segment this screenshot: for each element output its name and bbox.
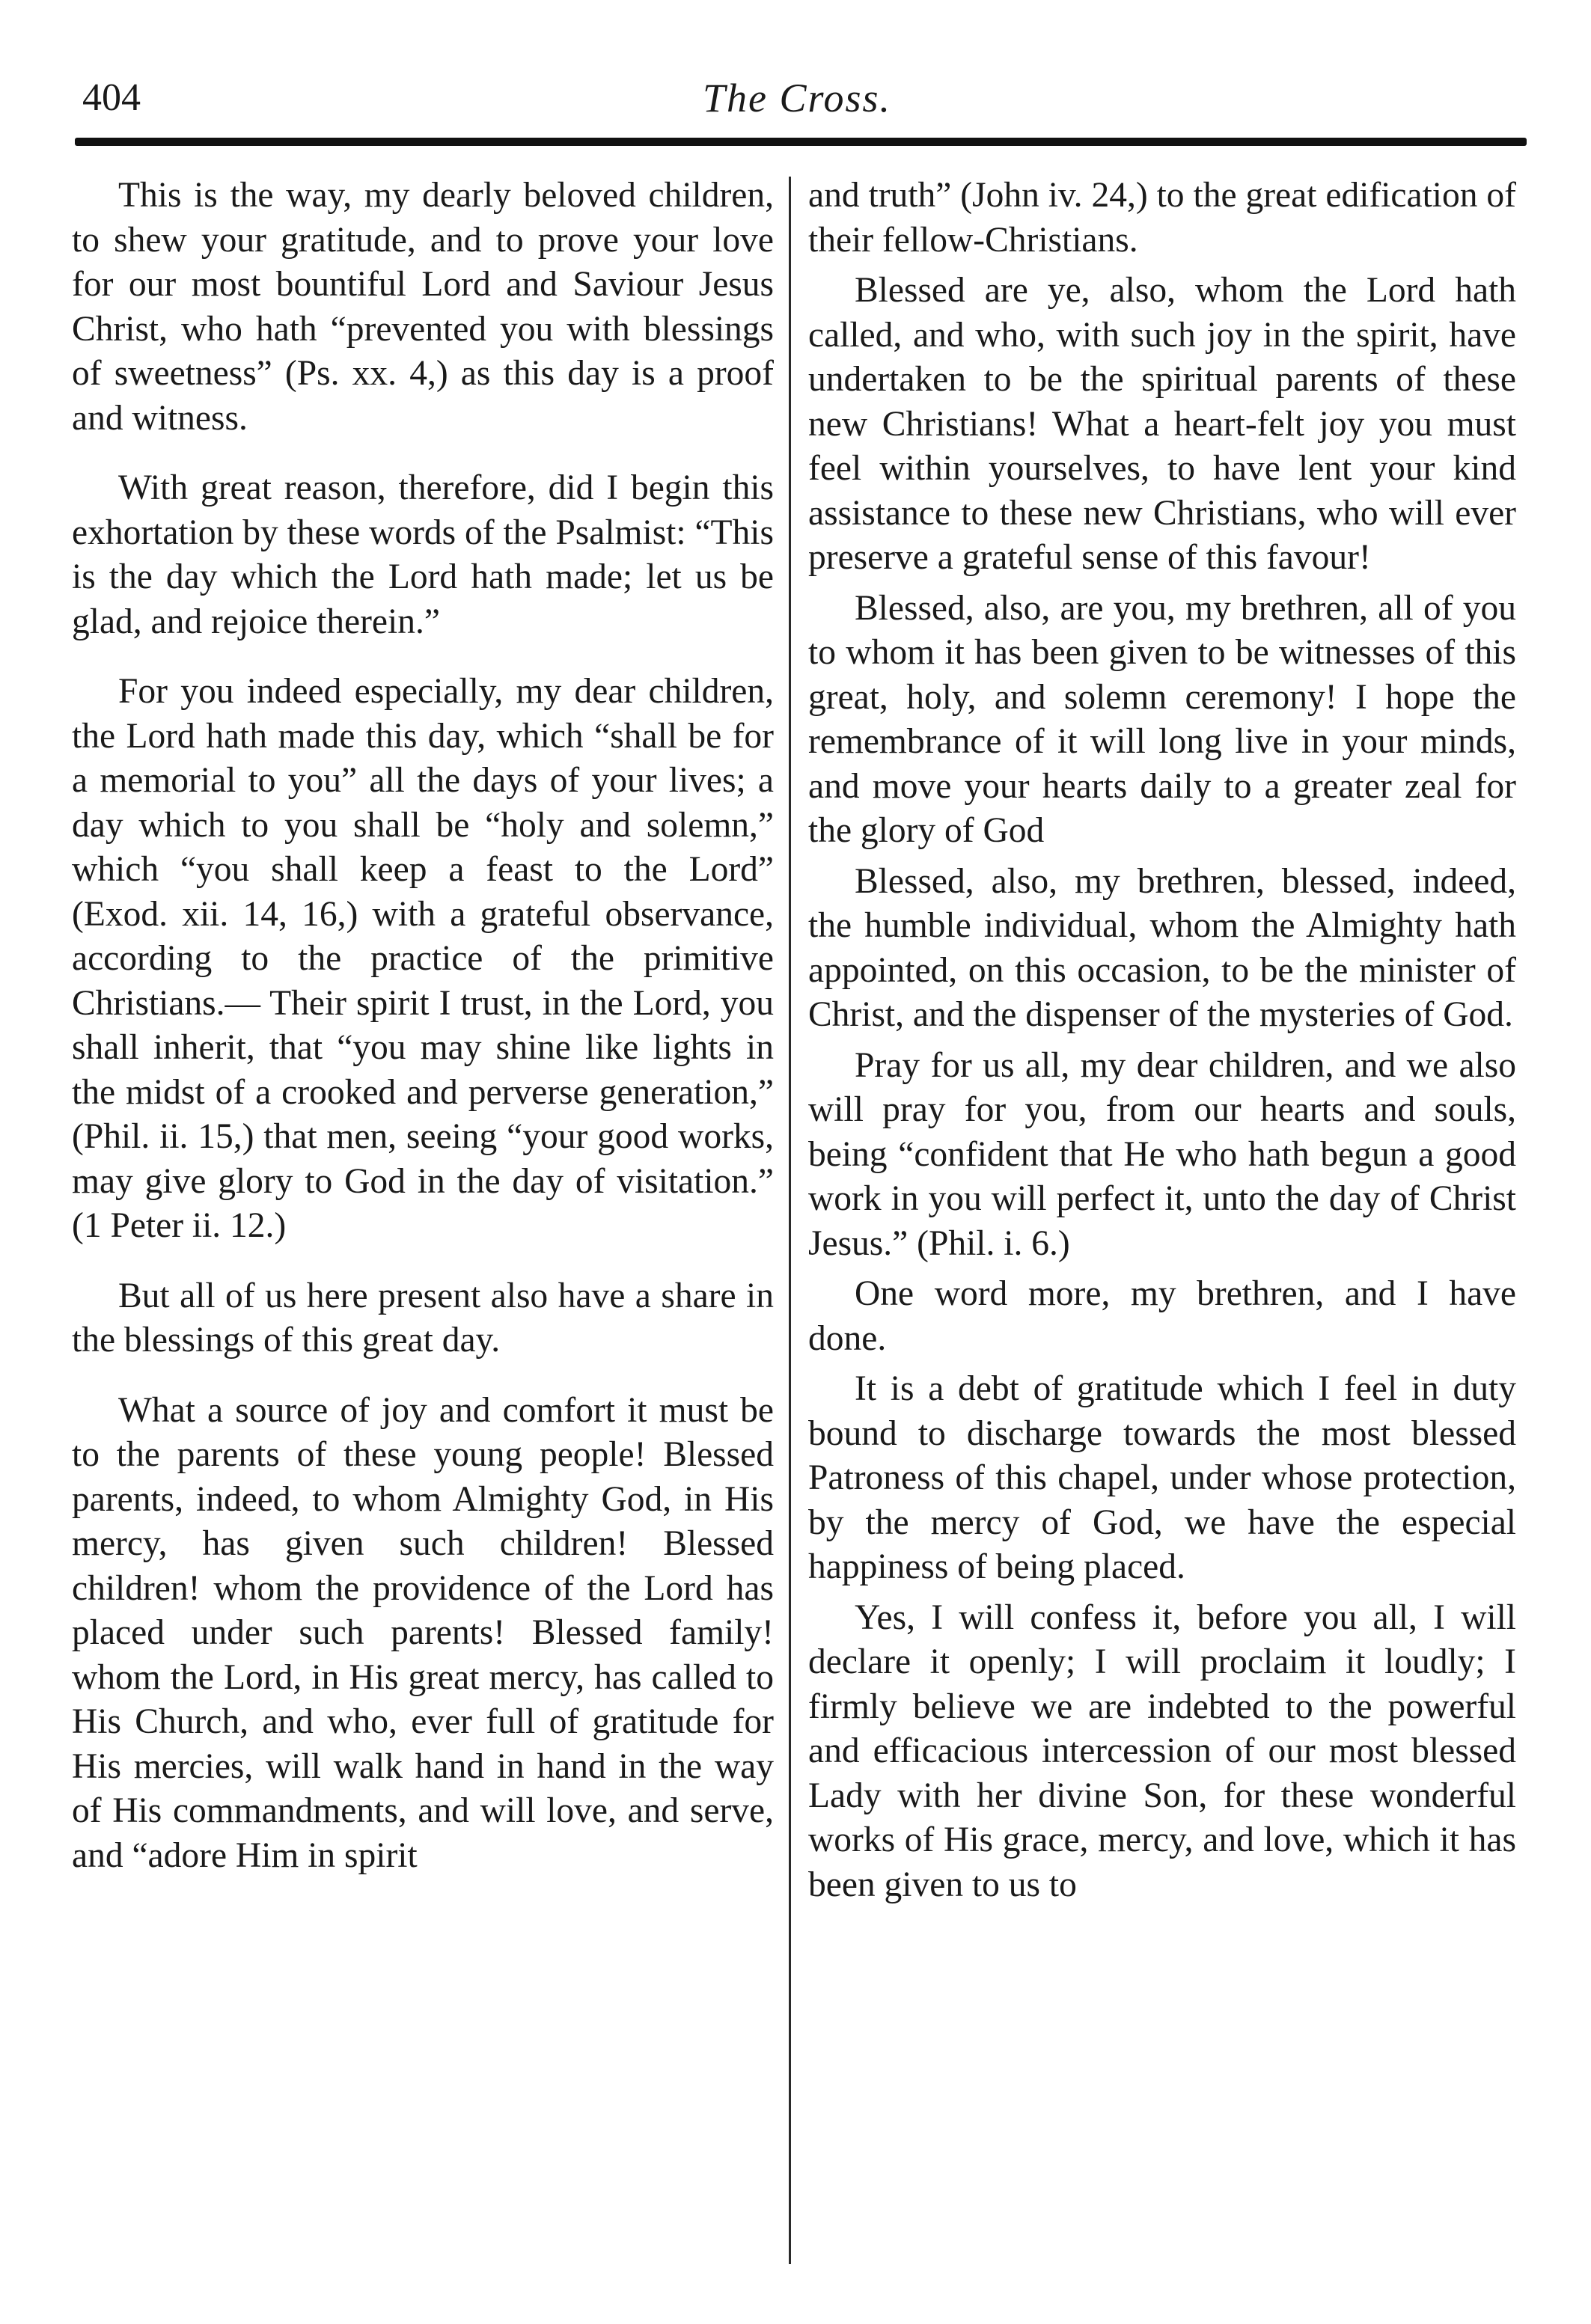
paragraph: and truth” (John iv. 24,) to the great edification of their fellow-Christians. (808, 176, 1516, 260)
paragraph: For you indeed especially, my dear children, the Lord hath made this day, which “shall be for a memorial to you” all the days of your lives; a day which to you shall be “holy and solemn,” which “you shall keep a feast to the Lord” (Exod. xii. 14, 16,) with a grateful observance, according to the practice of the primitive Christians.— Their spirit I trust, in the Lord, you shall inherit, that “you may shine like lights in the midst of a crooked and perverse generation,” (Phil. ii. 15,) that men, seeing “your good works, may give glory to God in the day of visitation.” (1 Peter ii. 12.) (72, 672, 774, 1245)
right-column (808, 174, 1516, 1907)
page-number: 404 (82, 76, 141, 119)
header-rule (75, 138, 1527, 146)
paragraph: One word more, my brethren, and I have done. (808, 1274, 1516, 1358)
running-head (67, 72, 1527, 124)
paragraph: But all of us here present also have a share in the blessings of this great day. (72, 1276, 774, 1360)
left-column (72, 174, 774, 1878)
paragraph: What a source of joy and comfort it must be to the parents of these young people! Blessed parents, indeed, to whom Almighty God, in His mercy, has given such children! Blessed children! whom the providence of the Lord has placed under such parents! Blessed family! whom the Lord, in His great mercy, has called to His Church, and who, ever full of gratitude for His mercies, will walk hand in hand in the way of His commandments, and will love, and serve, and “adore Him in spirit (72, 1390, 774, 1875)
paragraph: This is the way, my dearly beloved children, to shew your gratitude, and to prove your love for our most bountiful Lord and Saviour Jesus Christ, who hath “prevented you with blessings of sweetness” (Ps. xx. 4,) as this day is a proof and witness. (72, 176, 774, 438)
paragraph: Blessed, also, are you, my brethren, all of you to whom it has been given to be witnesses of this great, holy, and solemn ceremony! I hope the remembrance of it will long live in your minds, and move your hearts daily to a greater zeal for the glory of God (808, 588, 1516, 850)
paragraph: Yes, I will confess it, before you all, I will declare it openly; I will proclaim it loudly; I firmly believe we are indebted to the powerful and efficacious intercession of our most blessed Lady with her divine Son, for these wonderful works of His grace, mercy, and love, which it has been given to us to (808, 1597, 1516, 1904)
column-divider (789, 177, 791, 2264)
paragraph: With great reason, therefore, did I begin this exhortation by these words of the Psalmist: “This is the day which the Lord hath made; let us be glad, and rejoice therein.” (72, 468, 774, 641)
paragraph: It is a debt of gratitude which I feel in duty bound to discharge towards the most blessed Patroness of this chapel, under whose protection, by the mercy of God, we have the especial happiness of being placed. (808, 1369, 1516, 1586)
paragraph: Blessed, also, my brethren, blessed, indeed, the humble individual, whom the Almighty hath appointed, on this occasion, to be the minister of Christ, and the dispenser of the mysteries of God. (808, 861, 1516, 1034)
running-title: The Cross. (702, 76, 892, 120)
paragraph: Blessed are ye, also, whom the Lord hath called, and who, with such joy in the spirit, have undertaken to be the spiritual parents of these new Christians! What a heart-felt joy you must feel within yourselves, to have lent your kind assistance to these new Christians, who will ever preserve a grateful sense of this favour! (808, 271, 1516, 577)
paragraph: Pray for us all, my dear children, and we also will pray for you, from our hearts and souls, being “confident that He who hath begun a good work in you will perfect it, unto the day of Christ Jesus.” (Phil. i. 6.) (808, 1045, 1516, 1263)
